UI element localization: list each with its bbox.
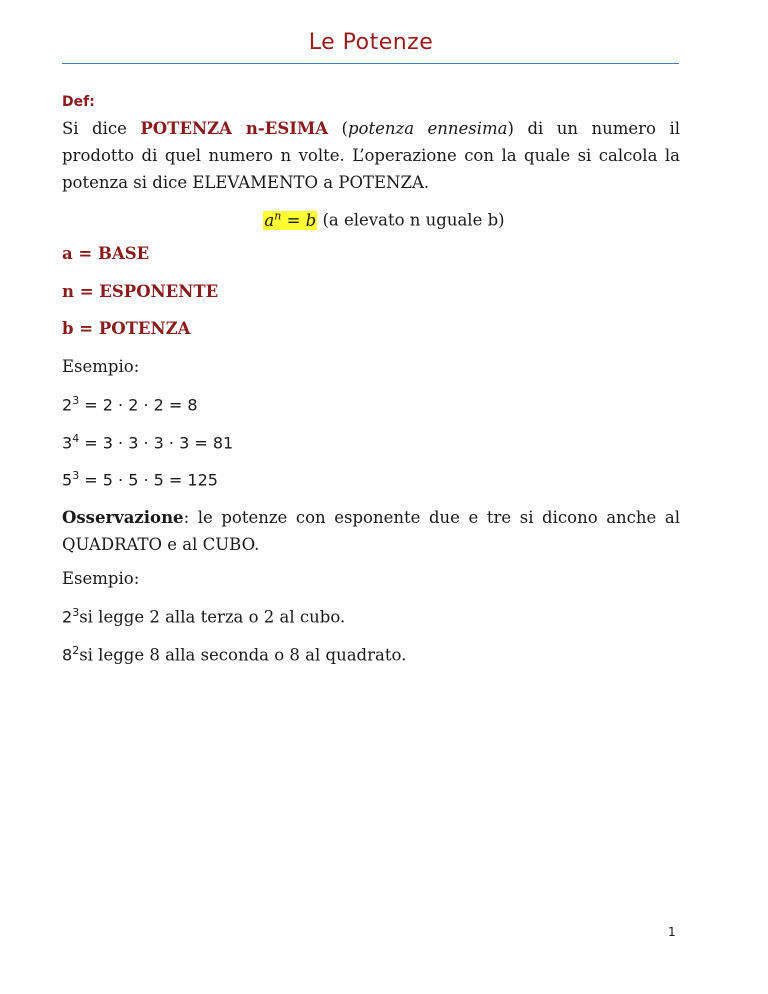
definition-term-italic: potenza ennesima [347,119,508,138]
example-row-rest: = 2 · 2 · 2 = 8 [79,395,198,415]
reading-row [62,644,406,665]
definition-term: POTENZA n-ESIMA [140,119,329,138]
reading-row-exp: 2 [72,644,80,657]
reading-row-base: 2 [62,607,73,627]
reading-row-exp: 3 [72,606,80,619]
example-row-exp: 4 [72,432,80,445]
observation-label: Osservazione [62,508,184,527]
example-row-rest: = 3 · 3 · 3 · 3 = 81 [79,433,234,453]
example-label-1: Esempio: [62,357,140,376]
definition-paren-open: ( [328,119,348,138]
example-row-base: 5 [62,470,73,490]
example-row [62,394,198,414]
definition-label: Def: [62,94,95,110]
example-row-base: 3 [62,433,73,453]
header-divider [62,63,679,64]
reading-row-rest: si legge 8 alla seconda o 8 al quadrato. [79,645,407,665]
term-exponent: n = ESPONENTE [62,282,219,301]
formula-exponent: n [274,209,282,222]
formula-highlight [263,211,317,230]
term-power: b = POTENZA [62,319,191,338]
definition-rest: ) di un numero il prodotto di quel numero n volte. L’operazione con la quale si calcola la potenza si dice ELEVAMENTO a POTENZA. [62,119,681,192]
formula-base: a [264,210,275,230]
example-row [62,469,218,489]
observation-text: : le potenze con esponente due e tre si dicono anche al QUADRATO e al CUBO. [62,508,680,554]
example-row-exp: 3 [72,469,80,482]
example-row [62,432,233,452]
observation-paragraph [62,504,680,558]
example-row-base: 2 [62,395,73,415]
formula-line [0,209,768,230]
page-header-title: Le Potenze [308,30,434,55]
example-row-rest: = 5 · 5 · 5 = 125 [79,470,218,490]
reading-row-base: 8 [62,645,73,665]
formula-description: (a elevato n uguale b) [317,210,505,230]
reading-row-rest: si legge 2 alla terza o 2 al cubo. [79,607,346,627]
definition-intro: Si dice [62,119,141,138]
example-label-2: Esempio: [62,569,140,588]
reading-row [62,606,345,627]
formula-rhs: = b [281,210,317,230]
term-base: a = BASE [62,244,150,263]
definition-paragraph [62,115,680,196]
page-number: 1 [668,925,676,939]
example-row-exp: 3 [72,394,80,407]
